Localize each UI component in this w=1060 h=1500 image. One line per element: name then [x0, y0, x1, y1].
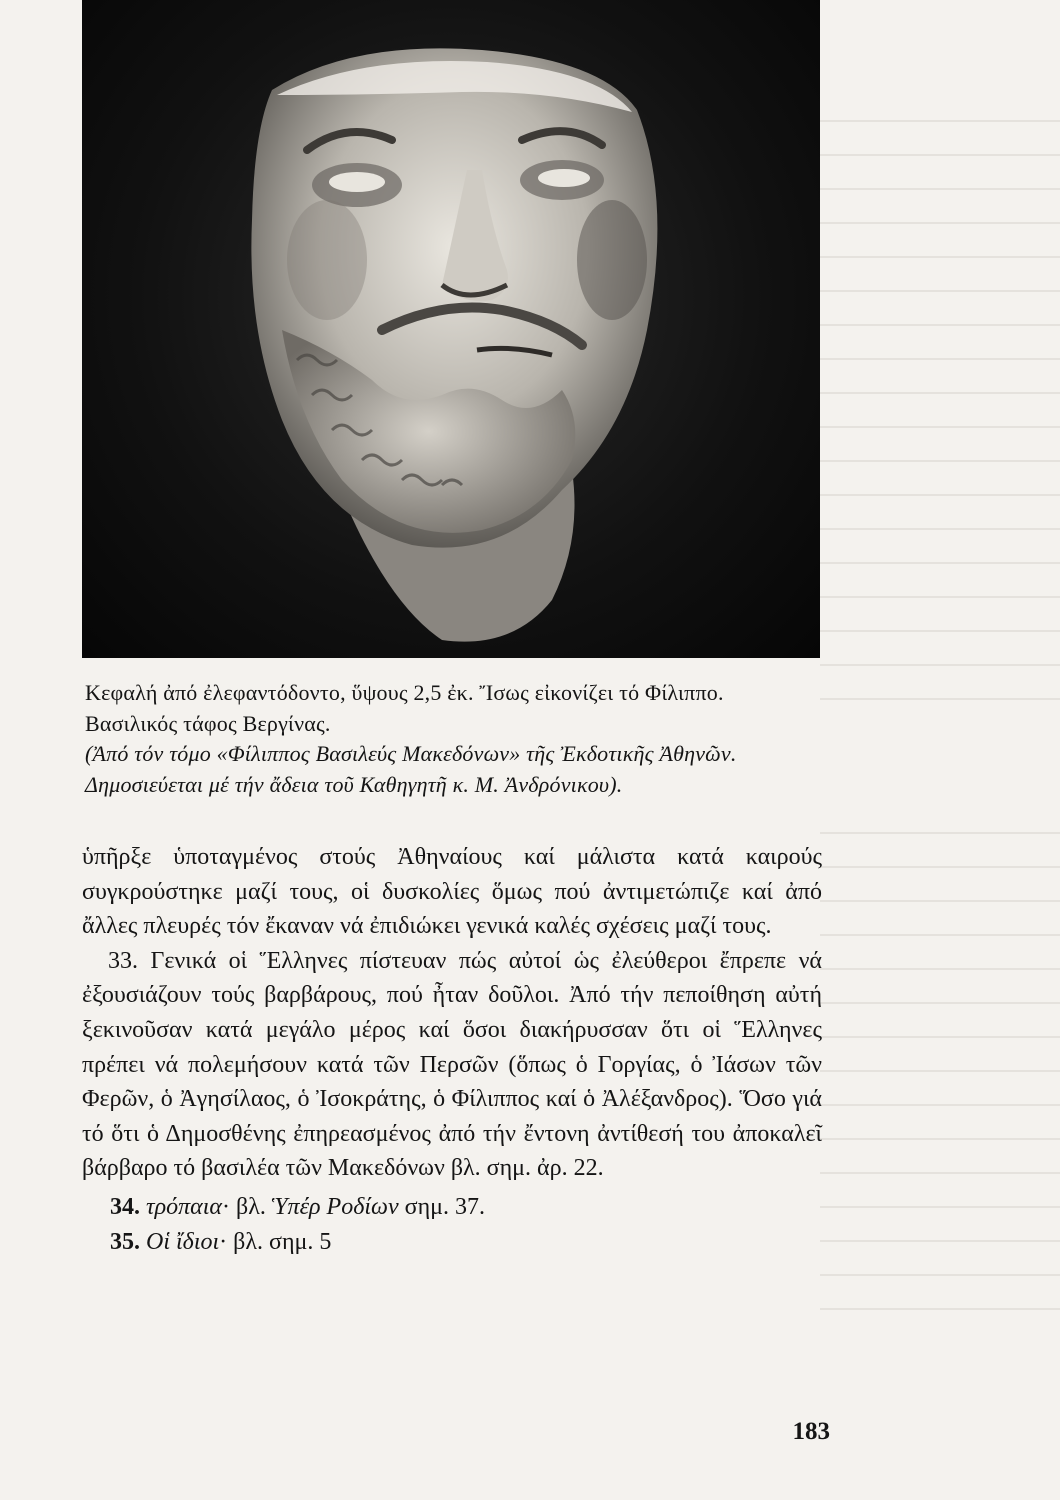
note-33-paragraph: 33. Γενικά οἱ Ἕλληνες πίστευαν πώς αὐτοί ὡς ἐλεύθεροι ἔπρεπε νά ἐξουσιάζουν τούς βαρβάρους, πού ἦταν δοῦλοι. Ἀπό τήν πεποίθηση αὐτή ξεκινοῦσαν κατά μεγάλο μέρος καί ὅσοι διακήρυσσαν ὅτι οἱ Ἕλληνες πρέπει νά πολεμήσουν κατά τῶν Περσῶν (ὅπως ὁ Γοργίας, ὁ Ἰάσων τῶν Φερῶν, ὁ Ἀγησίλαος, ὁ Ἰσοκράτης, ὁ Φίλιππος καί ὁ Ἀλέξανδρος). Ὅσο γιά τό ὅτι ὁ Δημοσθένης ἐπηρεασμένος ἀπό τήν ἔντονη ἀντίθεσή του ἀποκαλεῖ βάρβαρο τό βασιλέα τῶν Μακεδόνων βλ. σημ. ἀρ. 22.	[82, 947, 822, 1182]
note-34-separator: ·	[222, 1193, 230, 1220]
caption-credit: (Ἀπό τόν τόμο «Φίλιππος Βασιλεύς Μακεδόνων» τῆς Ἐκδοτικῆς Ἀθηνῶν. Δημοσιεύεται μέ τήν ἄδεια τοῦ Καθηγητῆ κ. Μ. Ἀνδρόνικου).	[85, 741, 737, 797]
caption-description: Κεφαλή ἀπό ἐλεφαντόδοντο, ὕψους 2,5 ἐκ. Ἴσως εἰκονίζει τό Φίλιππο. Βασιλικός τάφος Βεργίνας.	[85, 680, 724, 736]
note-35-text: βλ. σημ. 5	[233, 1228, 332, 1255]
note-34-tail: σημ. 37.	[404, 1193, 485, 1220]
note-34-reference: Ὑπέρ Ροδίων	[271, 1193, 399, 1220]
note-34-number: 34.	[110, 1193, 140, 1220]
note-34-term: τρόπαια	[146, 1193, 222, 1220]
paragraph-continuation: ὑπῆρξε ὑποταγμένος στούς Ἀθηναίους καί μάλιστα κατά καιρούς συγκρούστηκε μαζί τους, οἱ δυσκολίες ὅμως πού ἀντιμετώπιζε καί ἀπό ἄλλες πλευρές τόν ἔκαναν νά ἐπιδιώκει γενικά καλές σχέσεις μαζί τους.	[82, 844, 822, 940]
page-number: 183	[792, 1418, 830, 1445]
note-34-text: βλ.	[236, 1193, 266, 1220]
facing-page-show-through	[820, 90, 1060, 1370]
note-35-number: 35.	[110, 1228, 140, 1255]
note-35-term: Οἱ ἴδιοι	[146, 1228, 220, 1255]
ivory-head-illustration	[82, 0, 820, 658]
note-35-separator: ·	[219, 1228, 228, 1255]
ivory-head-photograph	[82, 0, 820, 658]
figure-caption	[85, 678, 820, 800]
note-35	[82, 1225, 822, 1260]
note-34	[82, 1190, 822, 1225]
main-text	[82, 840, 822, 1259]
